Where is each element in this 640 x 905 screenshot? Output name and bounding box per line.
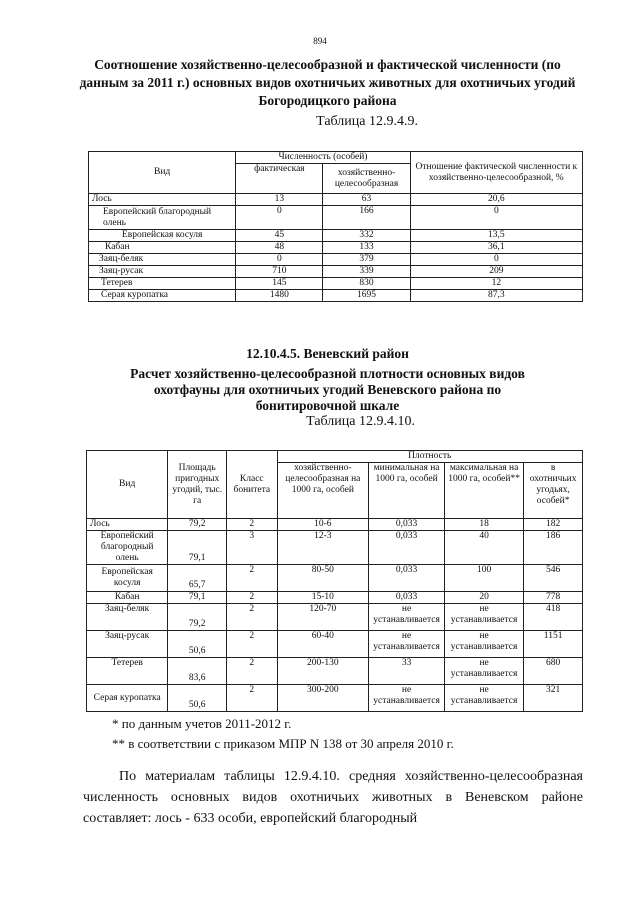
table-row <box>89 290 583 302</box>
t2-econ: 12-3 <box>277 531 369 565</box>
section-heading: 12.10.4.5. Веневский район <box>246 346 409 361</box>
t1-fact: 145 <box>236 278 323 290</box>
t2-area: 79,1 <box>168 531 227 565</box>
t2-min: 0,033 <box>369 592 445 604</box>
t2-total: 546 <box>524 565 583 592</box>
t2-class: 2 <box>227 658 277 685</box>
t2-total: 186 <box>524 531 583 565</box>
t2-min: 33 <box>369 658 445 685</box>
t1-name: Кабан <box>89 242 236 254</box>
t2-name: Европейский благородный олень <box>87 531 168 565</box>
t1-ratio: 87,3 <box>410 290 582 302</box>
section-heading-block <box>60 346 595 414</box>
t2-area: 79,2 <box>168 604 227 631</box>
t1-ratio: 13,5 <box>410 230 582 242</box>
t1-header-ratio: Отношение фактической численности к хозяйственно-целесообразной, % <box>410 152 582 194</box>
t1-header-count: Численность (особей) <box>236 152 410 164</box>
t2-total: 321 <box>524 685 583 712</box>
table1 <box>88 151 583 302</box>
table-row <box>87 531 583 565</box>
table-row <box>89 230 583 242</box>
t1-econ: 379 <box>323 254 410 266</box>
t1-fact: 13 <box>236 194 323 206</box>
table-row <box>87 604 583 631</box>
table1-caption: Таблица 12.9.4.9. <box>316 114 418 129</box>
t2-name: Европейская косуля <box>87 565 168 592</box>
t2-header-max: максимальная на 1000 га, особей** <box>444 463 523 519</box>
t2-header-vid: Вид <box>87 451 168 519</box>
t1-fact: 0 <box>236 206 323 230</box>
t1-econ: 339 <box>323 266 410 278</box>
t2-header-econ: хозяйственно-целесообразная на 1000 га, особей <box>277 463 369 519</box>
t2-class: 2 <box>227 631 277 658</box>
t2-name: Кабан <box>87 592 168 604</box>
t1-fact: 0 <box>236 254 323 266</box>
table-row <box>87 519 583 531</box>
t2-class: 2 <box>227 604 277 631</box>
t1-econ: 63 <box>323 194 410 206</box>
t2-max: 18 <box>444 519 523 531</box>
footnote-1: * по данным учетов 2011-2012 г. <box>112 716 292 731</box>
t2-class: 2 <box>227 685 277 712</box>
t1-name: Заяц-беляк <box>89 254 236 266</box>
t1-econ: 830 <box>323 278 410 290</box>
t2-max: не устанавливается <box>444 658 523 685</box>
t2-class: 3 <box>227 531 277 565</box>
t2-min: не устанавливается <box>369 604 445 631</box>
t2-area: 79,1 <box>168 592 227 604</box>
t2-econ: 15-10 <box>277 592 369 604</box>
t2-header-density: Плотность <box>277 451 582 463</box>
t2-total: 1151 <box>524 631 583 658</box>
t1-fact: 48 <box>236 242 323 254</box>
t2-name: Серая куропатка <box>87 685 168 712</box>
t1-fact: 45 <box>236 230 323 242</box>
t2-area: 50,6 <box>168 685 227 712</box>
paragraph-text: По материалам таблицы 12.9.4.10. средняя хозяйственно-целесообразная численность основных видов охотничьих животных в Веневском районе составляет: лось - 633 особи, европейский благородный <box>83 769 583 826</box>
t2-header-total: в охотничьих угодьях, особей* <box>524 463 583 519</box>
t2-header-min: минимальная на 1000 га, особей <box>369 463 445 519</box>
t2-total: 182 <box>524 519 583 531</box>
table-row <box>87 592 583 604</box>
t1-ratio: 20,6 <box>410 194 582 206</box>
t2-max: не устанавливается <box>444 631 523 658</box>
t2-area: 50,6 <box>168 631 227 658</box>
t1-name: Серая куропатка <box>89 290 236 302</box>
table-row <box>89 266 583 278</box>
t1-fact: 710 <box>236 266 323 278</box>
t2-max: 40 <box>444 531 523 565</box>
t2-max: 100 <box>444 565 523 592</box>
t2-class: 2 <box>227 592 277 604</box>
t1-ratio: 36,1 <box>410 242 582 254</box>
t2-econ: 80-50 <box>277 565 369 592</box>
t1-econ: 133 <box>323 242 410 254</box>
t1-ratio: 209 <box>410 266 582 278</box>
table-row <box>87 685 583 712</box>
t1-header-fact: фактическая <box>236 164 323 194</box>
t2-name: Тетерев <box>87 658 168 685</box>
t2-min: 0,033 <box>369 519 445 531</box>
t2-total: 778 <box>524 592 583 604</box>
body-paragraph <box>83 766 583 829</box>
t1-header-vid: Вид <box>89 152 236 194</box>
t2-name: Заяц-беляк <box>87 604 168 631</box>
t2-econ: 10-6 <box>277 519 369 531</box>
t1-econ: 332 <box>323 230 410 242</box>
t1-name: Лось <box>89 194 236 206</box>
t1-ratio: 0 <box>410 254 582 266</box>
t2-min: не устанавливается <box>369 685 445 712</box>
t2-econ: 300-200 <box>277 685 369 712</box>
t2-max: не устанавливается <box>444 685 523 712</box>
t2-econ: 200-130 <box>277 658 369 685</box>
table1-title: Соотношение хозяйственно-целесообразной и фактической численности (по данным за 2011 г.) основных видов охотничьих животных для охотничьих угодий Богородицкого района <box>79 57 576 108</box>
t2-total: 418 <box>524 604 583 631</box>
t1-fact: 1480 <box>236 290 323 302</box>
t2-total: 680 <box>524 658 583 685</box>
t2-name: Заяц-русак <box>87 631 168 658</box>
table2-caption: Таблица 12.9.4.10. <box>306 414 415 429</box>
table-row <box>89 254 583 266</box>
t2-max: 20 <box>444 592 523 604</box>
t1-econ: 166 <box>323 206 410 230</box>
t2-max: не устанавливается <box>444 604 523 631</box>
t2-econ: 120-70 <box>277 604 369 631</box>
table2-title: Расчет хозяйственно-целесообразной плотности основных видов охотфауны для охотничьих угодий Веневского района по бонитировочной шкале <box>130 366 525 413</box>
table-row <box>89 242 583 254</box>
t2-name: Лось <box>87 519 168 531</box>
table-row <box>87 631 583 658</box>
t1-name: Тетерев <box>89 278 236 290</box>
t2-min: 0,033 <box>369 565 445 592</box>
t1-name: Заяц-русак <box>89 266 236 278</box>
t1-ratio: 12 <box>410 278 582 290</box>
t2-class: 2 <box>227 565 277 592</box>
t1-econ: 1695 <box>323 290 410 302</box>
table-row <box>87 658 583 685</box>
t2-econ: 60-40 <box>277 631 369 658</box>
t2-header-class: Класс бонитета <box>227 451 277 519</box>
t2-header-area: Площадь пригодных угодий, тыс. га <box>168 451 227 519</box>
t2-min: не устанавливается <box>369 631 445 658</box>
table-row <box>89 206 583 230</box>
t2-area: 65,7 <box>168 565 227 592</box>
t1-ratio: 0 <box>410 206 582 230</box>
t1-name: Европейский благородный олень <box>89 206 236 230</box>
t2-class: 2 <box>227 519 277 531</box>
t1-name: Европейская косуля <box>89 230 236 242</box>
t2-min: 0,033 <box>369 531 445 565</box>
t1-header-econ: хозяйственно-целесообразная <box>323 164 410 194</box>
table-row <box>89 194 583 206</box>
footnote-2: ** в соответствии с приказом МПР N 138 от 30 апреля 2010 г. <box>112 736 454 751</box>
table-row <box>89 278 583 290</box>
page-number: 894 <box>313 36 327 46</box>
t2-area: 79,2 <box>168 519 227 531</box>
t2-area: 83,6 <box>168 658 227 685</box>
table-row <box>87 565 583 592</box>
table2 <box>86 450 583 712</box>
